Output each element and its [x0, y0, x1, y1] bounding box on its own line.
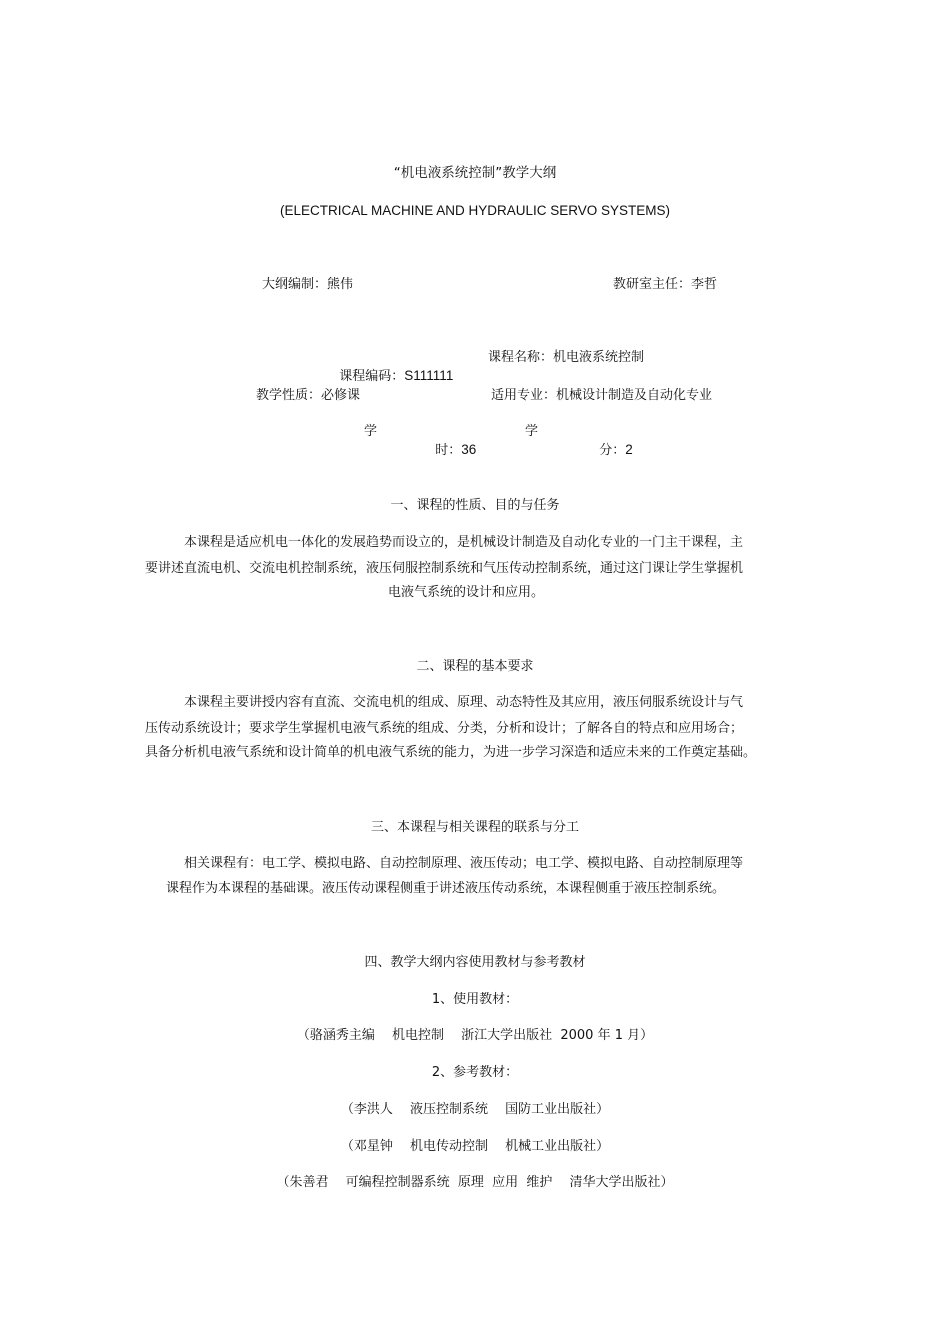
reference-entry: （邓星钟 机电传动控制 机械工业出版社）	[340, 1139, 610, 1154]
document-subtitle-english: (ELECTRICAL MACHINE AND HYDRAULIC SERVO SYSTEMS)	[279, 203, 671, 218]
section-heading-1: 一、课程的性质、目的与任务	[390, 498, 560, 513]
director-info: 教研室主任：李哲	[613, 277, 718, 292]
section-2-paragraph-line: 压传动系统设计；要求学生掌握机电液气系统的组成、分类，分析和设计；了解各自的特点和应用场合；	[145, 721, 744, 736]
section-heading-2: 二、课程的基本要求	[416, 659, 534, 674]
section-1-paragraph-line: 电液气系统的设计和应用。	[388, 585, 545, 600]
credit-info	[591, 423, 633, 460]
course-code-value: S111111	[404, 368, 454, 383]
editor-info: 大纲编制：熊伟	[262, 277, 354, 292]
hours-value: 36	[461, 442, 477, 457]
reference-entry: （李洪人 液压控制系统 国防工业出版社）	[340, 1102, 610, 1117]
section-heading-3: 三、本课程与相关课程的联系与分工	[370, 820, 579, 835]
credit-label-part1: 学	[525, 424, 539, 439]
reference-label: 2、参考教材：	[431, 1065, 519, 1080]
section-3-paragraph-line: 相关课程有：电工学、模拟电路、自动控制原理、液压传动；电工学、模拟电路、自动控制原理等	[184, 856, 744, 871]
document-title: “机电液系统控制”教学大纲	[393, 165, 557, 181]
section-2-paragraph-line: 具备分析机电液气系统和设计简单的机电液气系统的能力，为进一步学习深造和适应未来的工作奠定基础。	[145, 745, 757, 760]
applicable-major: 适用专业：机械设计制造及自动化专业	[491, 388, 713, 403]
course-nature: 教学性质：必修课	[256, 388, 361, 403]
credit-label-part2: 分：	[599, 443, 626, 458]
course-name: 课程名称：机电液系统控制	[488, 350, 645, 365]
reference-entry: （朱善君 可编程控制器系统 原理 应用 维护 清华大学出版社）	[276, 1175, 674, 1190]
hours-label-part1: 学	[364, 424, 378, 439]
course-code	[331, 349, 453, 386]
section-heading-4: 四、教学大纲内容使用教材与参考教材	[364, 955, 586, 970]
hours-label-part2: 时：	[435, 443, 462, 458]
course-code-label: 课程编码：	[339, 369, 405, 384]
section-1-paragraph-line: 要讲述直流电机、交流电机控制系统，液压伺服控制系统和气压传动控制系统，通过这门课让学生掌握机	[145, 561, 744, 576]
credit-value: 2	[625, 442, 633, 457]
section-3-paragraph-line: 课程作为本课程的基础课。液压传动课程侧重于讲述液压传动系统，本课程侧重于液压控制系统。	[166, 881, 726, 896]
section-2-paragraph-line: 本课程主要讲授内容有直流、交流电机的组成、原理、动态特性及其应用，液压伺服系统设计与气	[184, 695, 744, 710]
hours-info	[427, 423, 476, 460]
section-1-paragraph-line: 本课程是适应机电一体化的发展趋势而设立的，是机械设计制造及自动化专业的一门主干课程，主	[184, 535, 744, 550]
textbook-entry: （骆涵秀主编 机电控制 浙江大学出版社 2000 年 1 月）	[296, 1028, 654, 1043]
textbook-label: 1、使用教材：	[431, 992, 519, 1007]
